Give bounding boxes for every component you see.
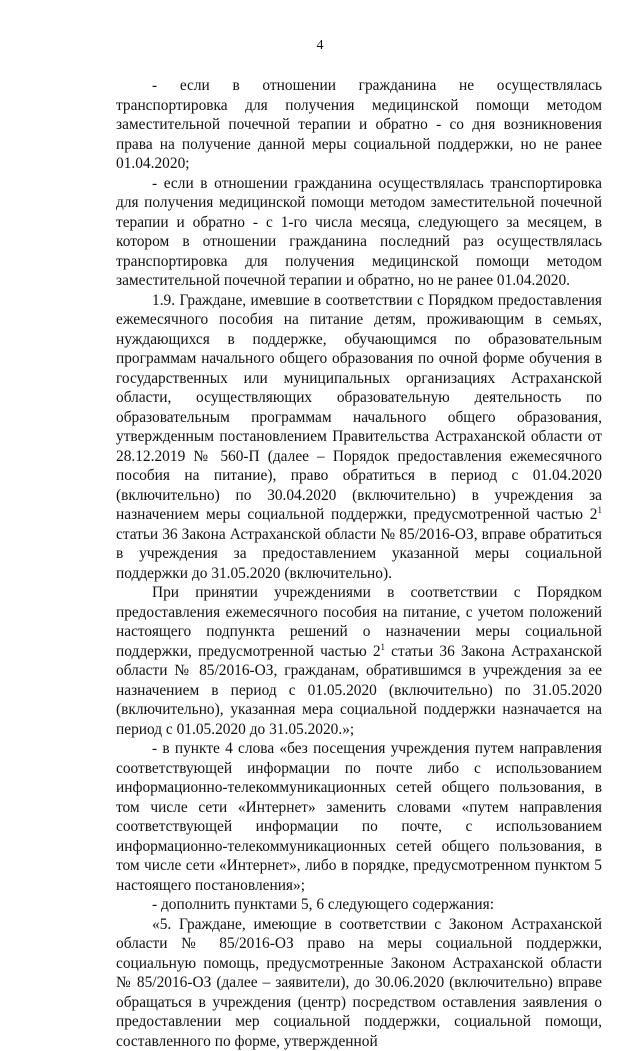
paragraph-item-4-amendment: - в пункте 4 слова «без посещения учреждения путем направления соответствующей информации по почте либо с использованием информационно-телекоммуникационных сетей общего пользования, в том числе сети «Интернет» заменить словами «путем направления соответствующей информации по почте, с использованием информационно-телекоммуникационных сетей общего пользования, в том числе сети «Интернет», либо в порядке, предусмотренном пунктом 5 настоящего постановления»; [116,739,602,895]
paragraph-decision-period-part-b: статьи 36 Закона Астраханской области № 85/2016-ОЗ, гражданам, обратившимся в учреждения за ее назначением в период с 01.05.2020 (включительно) по 31.05.2020 (включительно), указанная мера социальной поддержки назначается на период с 01.05.2020 до 31.05.2020.»; [116,643,602,738]
superscript-1: 1 [598,505,603,515]
page-number: 4 [0,38,640,54]
paragraph-decision-period-part-a: При принятии учреждениями в соответствии с Порядком предоставления ежемесячного пособия на питание, с учетом положений настоящего подпункта решений о назначении меры социальной поддержки, предусмотренной частью 2 [116,584,602,660]
paragraph-item-1-9 [116,291,602,584]
paragraph-item-1-9-part-a: 1.9. Граждане, имевшие в соответствии с Порядком предоставления ежемесячного пособия на питание детям, проживающим в семьях, нуждающихся в поддержке, обучающимся по образовательным программам начального общего образования по очной форме обучения в государственных или муниципальных организациях Астраханской области, осуществляющих образовательную деятельность по образовательным программам начального общего образования, утвержденным постановлением Правительства Астраханской области от 28.12.2019 № 560-П (далее – Порядок предоставления ежемесячного пособия на питание), право обратиться в период с 01.04.2020 (включительно) по 30.04.2020 (включительно) в учреждения за назначением меры социальной поддержки, предусмотренной частью 2 [116,292,602,524]
paragraph-item-1-9-part-b: статьи 36 Закона Астраханской области № 85/2016-ОЗ, вправе обратиться в учреждения за предоставлением указанной меры социальной поддержки до 31.05.2020 (включительно). [116,526,602,582]
paragraph-decision-period [116,583,602,739]
superscript-1: 1 [381,642,386,652]
paragraph-item-5: «5. Граждане, имеющие в соответствии с Законом Астраханской области № 85/2016-ОЗ право на меры социальной поддержки, социальную помощь, предусмотренные Законом Астраханской области № 85/2016-ОЗ (далее – заявители), до 30.06.2020 (включительно) вправе обращаться в учреждения (центр) посредством оставления заявления о предоставлении мер социальной поддержки, социальной помощи, составленного по форме, утвержденной [116,915,602,1051]
paragraph-add-items: - дополнить пунктами 5, 6 следующего содержания: [116,895,602,915]
paragraph-transport-provided: - если в отношении гражданина осуществлялась транспортировка для получения медицинской помощи методом заместительной почечной терапии и обратно - с 1-го числа месяца, следующего за месяцем, в котором в отношении гражданина последний раз осуществлялась транспортировка для получения медицинской помощи методом заместительной почечной терапии и обратно, но не ранее 01.04.2020. [116,174,602,291]
paragraph-transport-not-provided: - если в отношении гражданина не осуществлялась транспортировка для получения медицинской помощи методом заместительной почечной терапии и обратно - со дня возникновения права на получение данной меры социальной поддержки, но не ранее 01.04.2020; [116,76,602,174]
